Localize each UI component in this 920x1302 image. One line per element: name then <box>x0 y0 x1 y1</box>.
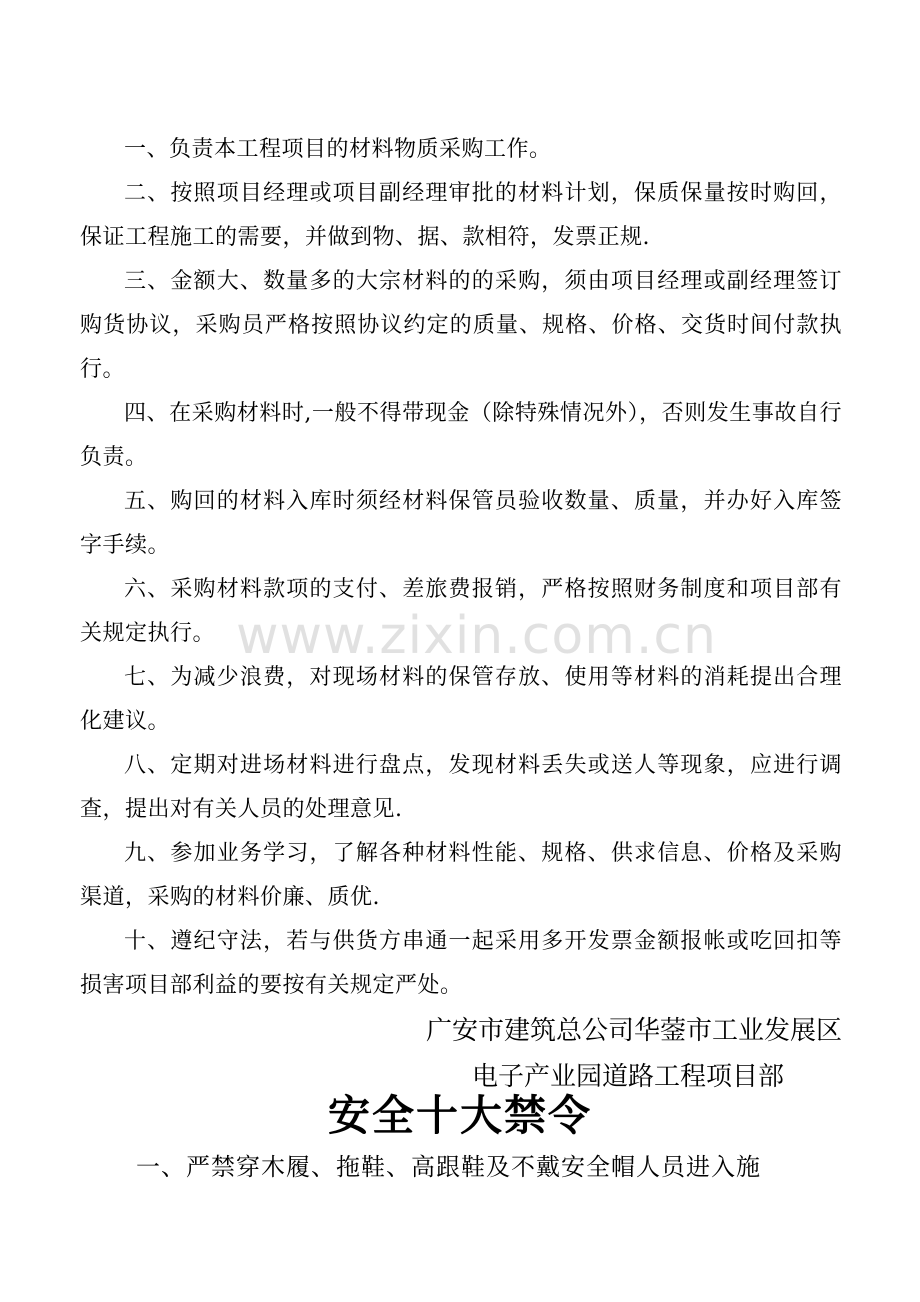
rule-3: 三、金额大、数量多的大宗材料的的采购，须由项目经理或副经理签订购货协议，采购员严格按照协议约定的质量、规格、价格、交货时间付款执行。 <box>80 269 842 382</box>
watermark: www.zixin.com.cn <box>236 606 717 666</box>
ban-item-1: 一、严禁穿木履、拖鞋、高跟鞋及不戴安全帽人员进入施 <box>136 1153 761 1181</box>
rule-8: 八、定期对进场材料进行盘点，发现材料丢失或送人等现象，应进行调查，提出对有关人员的处理意见. <box>80 753 842 822</box>
rule-1: 一、负责本工程项目的材料物质采购工作。 <box>124 137 552 162</box>
rule-6: 六、采购材料款项的支付、差旅费报销，严格按照财务制度和项目部有关规定执行。 <box>80 577 842 646</box>
signature-line-2: 电子产业园道路工程项目部 <box>471 1062 784 1092</box>
rule-7: 七、为减少浪费，对现场材料的保管存放、使用等材料的消耗提出合理化建议。 <box>80 665 842 734</box>
rule-4: 四、在采购材料时,一般不得带现金（除特殊情况外），否则发生事故自行负责。 <box>80 401 842 470</box>
rule-2: 二、按照项目经理或项目副经理审批的材料计划，保质保量按时购回，保证工程施工的需要，并做到物、据、款相符，发票正规. <box>80 181 842 250</box>
rule-9: 九、参加业务学习，了解各种材料性能、规格、供求信息、价格及采购渠道，采购的材料价廉、质优. <box>80 841 842 910</box>
rule-10: 十、遵纪守法，若与供货方串通一起采用多开发票金额报帐或吃回扣等损害项目部利益的要按有关规定严处。 <box>80 929 842 998</box>
section-title: 安全十大禁令 <box>327 1091 592 1140</box>
procurement-rules <box>80 128 842 1008</box>
signature-line-1: 广安市建筑总公司华蓥市工业发展区 <box>425 1016 842 1046</box>
rule-5: 五、购回的材料入库时须经材料保管员验收数量、质量，并办好入库签字手续。 <box>80 489 842 558</box>
